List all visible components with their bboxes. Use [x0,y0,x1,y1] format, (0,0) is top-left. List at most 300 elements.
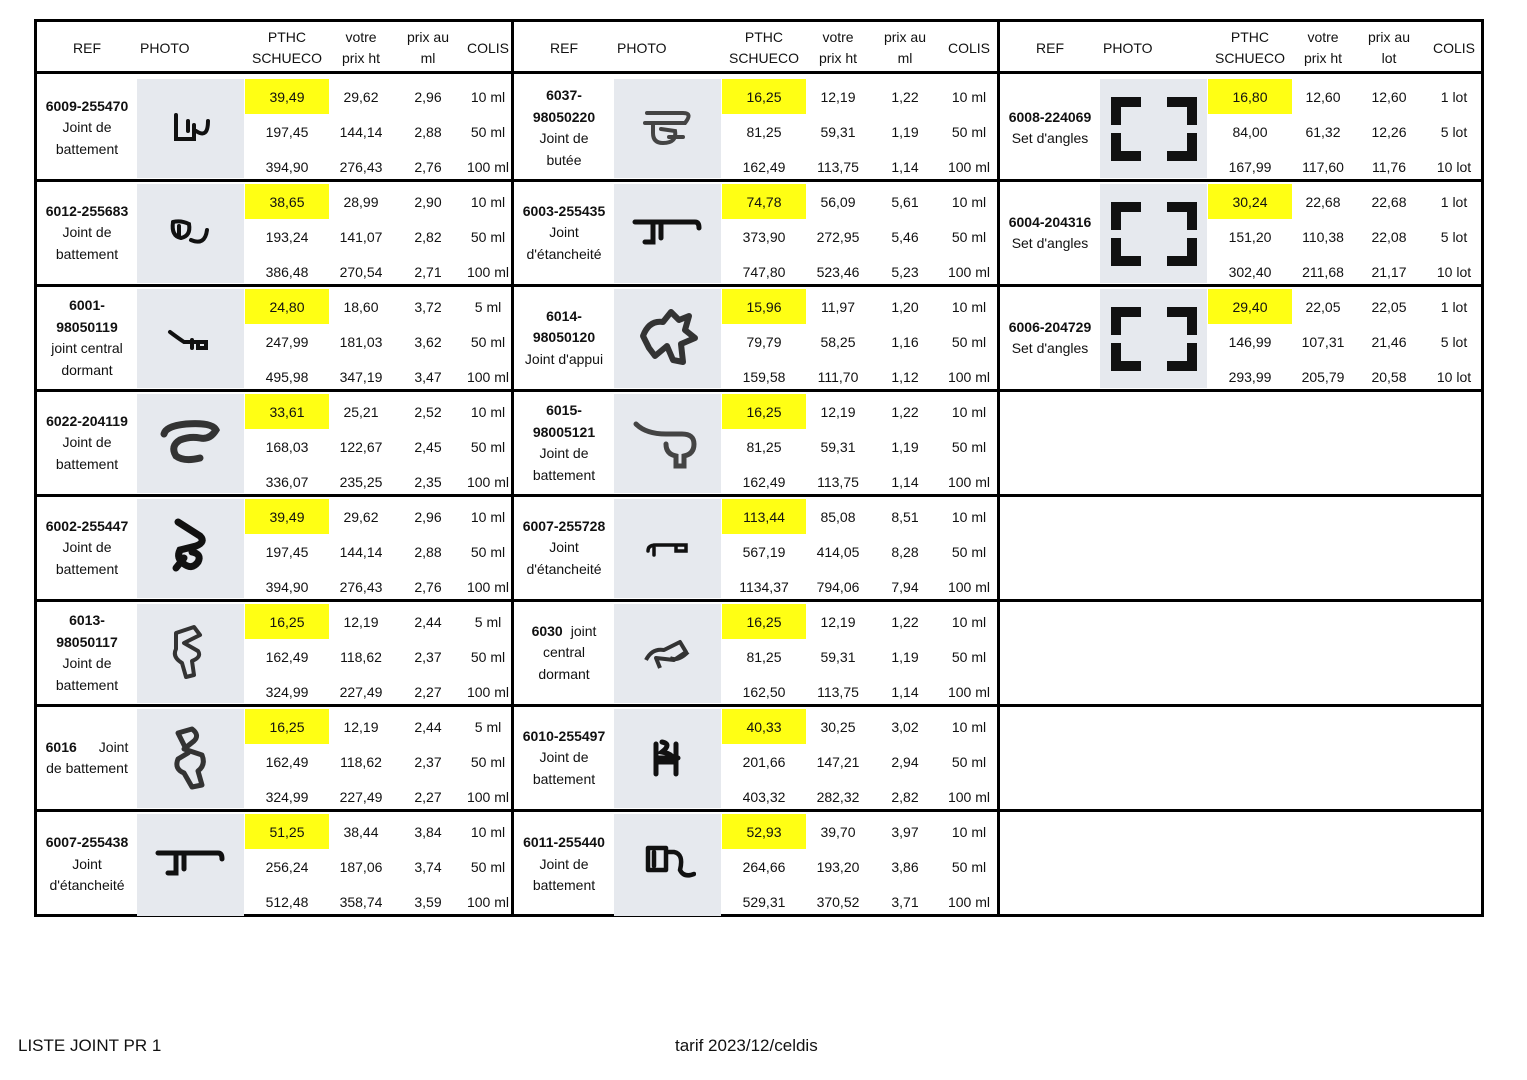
price-pthc: 264,66 [742,858,786,875]
ref-code: 6014- [546,307,582,324]
colis-qty: 100 ml [947,788,991,805]
colis-qty: 10 ml [951,508,987,525]
colis-qty: 10 lot [1436,368,1472,385]
price-votre: 38,44 [343,823,379,840]
colis-qty: 100 ml [466,158,510,175]
price-per-unit: 2,88 [414,543,442,560]
product-block [514,77,997,182]
ref-description: Set d'angles [1011,340,1089,356]
price-per-unit: 21,17 [1371,263,1407,280]
colis-qty: 10 ml [470,193,506,210]
header-ref: REF [1036,39,1064,56]
product-reference [1000,77,1100,179]
ref-description: dormant [538,665,590,682]
product-reference [514,392,614,494]
price-per-unit: 3,86 [891,858,919,875]
price-votre: 523,46 [816,263,860,280]
price-votre: 29,62 [343,508,379,525]
price-pthc: 151,20 [1228,228,1272,245]
price-pthc: 81,25 [746,438,782,455]
price-per-unit: 22,05 [1371,298,1407,315]
colis-qty: 50 ml [951,123,987,140]
price-per-unit: 2,88 [414,123,442,140]
product-block [37,392,511,497]
product-photo [1100,79,1207,178]
profile-seal-6 [166,723,216,795]
empty-block [1000,707,1481,812]
table-header [1000,22,1481,74]
product-block [514,812,997,917]
product-block [37,287,511,392]
price-per-unit: 3,72 [414,298,442,315]
price-per-unit: 20,58 [1371,368,1407,385]
ref-description-inline: joint [570,622,597,639]
price-pthc: 302,40 [1228,263,1272,280]
ref-description: Joint [549,224,579,241]
price-pthc: 84,00 [1232,123,1268,140]
price-pthc: 201,66 [742,753,786,770]
colis-qty: 100 ml [947,473,991,490]
ref-description: Joint de [539,749,589,766]
price-per-unit: 3,74 [414,858,442,875]
header-colis: COLIS [466,39,509,56]
ref-code: 6016 [45,738,77,755]
product-photo [614,814,721,916]
ref-code: 6037- [546,87,582,103]
price-votre: 22,68 [1305,193,1341,210]
colis-qty: 50 ml [470,543,506,560]
price-votre: 18,60 [343,298,379,315]
price-pthc: 162,49 [742,158,786,175]
corner-set-icon [1105,196,1203,272]
profile-seal-5 [166,619,216,689]
ref-code-line [46,201,129,223]
price-per-unit: 22,68 [1371,193,1407,210]
price-votre: 272,95 [816,228,860,245]
price-pthc: 39,49 [245,499,329,534]
product-photo [137,289,244,388]
product-photo [137,814,244,916]
colis-qty: 1 lot [1440,88,1468,105]
ref-code-line [69,295,105,317]
header-votre-prix-ht: votre prix ht [818,29,858,66]
product-block [514,392,997,497]
price-votre: 61,32 [1305,123,1341,140]
price-per-unit: 3,59 [414,893,442,910]
ref-code-line [533,422,595,444]
price-pthc: 30,24 [1208,184,1292,219]
product-photo [1100,289,1207,388]
product-block [514,602,997,707]
product-block [1000,77,1481,182]
price-per-unit: 2,27 [414,683,442,700]
price-per-unit: 3,71 [891,893,919,910]
ref-code-line [532,621,597,643]
ref-code-line [523,201,606,223]
price-per-unit: 2,71 [414,263,442,280]
product-block [1000,182,1481,287]
ref-code: 6007-255728 [522,517,606,534]
price-votre: 58,25 [820,333,856,350]
product-photo [614,289,721,388]
ref-code-line [523,832,605,854]
profile-seal-7 [648,734,688,784]
price-votre: 227,49 [339,788,383,805]
ref-description: Joint de [62,539,112,556]
product-photo [614,394,721,493]
colis-qty: 100 ml [466,578,510,595]
ref-description: battement [532,770,596,787]
price-votre: 118,62 [340,648,382,665]
price-per-unit: 12,26 [1371,123,1407,140]
product-photo [614,709,721,808]
colis-qty: 10 ml [951,718,987,735]
product-photo [137,709,244,808]
price-votre: 227,49 [339,683,383,700]
price-votre: 147,21 [816,753,860,770]
price-pthc: 512,48 [265,893,309,910]
product-reference [37,77,137,179]
colis-qty: 50 ml [951,333,987,350]
price-votre: 30,25 [820,718,856,735]
ref-description: d'étancheité [526,560,602,577]
ref-code-line [56,632,118,654]
header-ref: REF [73,39,101,56]
colis-qty: 50 ml [470,858,506,875]
colis-qty: 50 ml [470,123,506,140]
header-colis: COLIS [1432,39,1475,56]
price-votre: 59,31 [820,648,856,665]
colis-qty: 10 lot [1436,263,1472,280]
profile-stop [639,107,697,151]
product-photo [1100,184,1207,283]
ref-code: 98050117 [56,633,118,650]
price-per-unit: 2,44 [414,613,442,630]
price-per-unit: 2,45 [414,438,442,455]
price-pthc: 16,25 [245,709,329,744]
product-photo [614,604,721,703]
price-per-unit: 2,37 [414,753,442,770]
colis-qty: 1 lot [1440,193,1468,210]
colis-qty: 100 ml [947,578,991,595]
product-block [514,182,997,287]
price-votre: 59,31 [820,438,856,455]
price-per-unit: 2,94 [891,753,919,770]
product-reference [37,287,137,389]
colis-qty: 100 ml [466,473,510,490]
header-votre-prix-ht: votre prix ht [1303,29,1343,66]
ref-code: 6006-204729 [1008,318,1092,335]
ref-code: 6004-204316 [1008,213,1092,230]
colis-qty: 10 ml [951,613,987,630]
product-reference [37,707,137,809]
product-photo [614,79,721,178]
price-per-unit: 2,76 [414,158,442,175]
ref-code: 98050119 [56,318,118,335]
price-votre: 122,67 [339,438,383,455]
colis-qty: 100 ml [947,893,991,910]
ref-description: Joint de [62,655,112,671]
ref-code: 98005121 [532,423,596,440]
price-per-unit: 3,62 [414,333,442,350]
price-pthc: 16,25 [722,604,806,639]
price-votre: 270,54 [339,263,383,280]
colis-qty: 50 ml [951,753,987,770]
price-votre: 113,75 [817,683,859,700]
price-pthc: 16,80 [1208,79,1292,114]
price-pthc: 162,49 [265,753,309,770]
colis-qty: 50 ml [951,858,987,875]
colis-qty: 10 ml [951,88,987,105]
price-votre: 141,07 [339,228,383,245]
price-votre: 111,70 [817,368,859,385]
ref-code: 98050120 [532,329,596,346]
price-per-unit: 1,20 [891,298,919,315]
price-pthc: 197,45 [265,123,309,140]
price-pthc: 567,19 [742,543,786,560]
price-per-unit: 1,22 [891,613,919,630]
header-photo: PHOTO [617,39,667,56]
price-pthc: 197,45 [265,543,309,560]
price-per-unit: 2,52 [414,403,442,420]
ref-description: d'étancheité [526,245,602,262]
colis-qty: 10 ml [470,508,506,525]
product-reference [37,812,137,917]
price-votre: 12,19 [343,718,379,735]
product-photo [137,184,244,283]
ref-description: joint central [51,340,123,356]
price-per-unit: 2,76 [414,578,442,595]
price-votre: 110,38 [1302,228,1344,245]
ref-code: 6022-204119 [46,412,128,429]
price-per-unit: 11,76 [1372,158,1406,175]
price-pthc: 40,33 [722,709,806,744]
colis-qty: 10 ml [470,88,506,105]
ref-code: 6030 [531,622,563,639]
colis-qty: 100 ml [466,893,510,910]
price-pthc: 747,80 [742,263,786,280]
profile-seal-4 [166,514,216,584]
price-votre: 12,60 [1305,88,1341,105]
ref-description: Joint [549,539,579,556]
product-block [37,707,511,812]
colis-qty: 10 ml [951,193,987,210]
profile-seal-2 [165,214,217,254]
price-pthc: 16,25 [245,604,329,639]
price-votre: 113,75 [817,473,859,490]
price-pthc: 394,90 [265,578,309,595]
ref-code: 6007-255438 [45,834,129,851]
price-per-unit: 1,19 [891,648,919,665]
product-block [514,707,997,812]
price-votre: 276,43 [339,578,383,595]
colis-qty: 5 lot [1440,333,1468,350]
ref-code-line [1009,107,1092,129]
product-photo [614,499,721,598]
price-per-unit: 2,82 [414,228,442,245]
price-votre: 56,09 [820,193,856,210]
product-photo [137,499,244,598]
price-per-unit: 1,16 [891,333,919,350]
price-per-unit: 5,61 [891,193,919,210]
profile-seal-1 [166,109,216,149]
price-per-unit: 1,22 [891,403,919,420]
price-pthc: 24,80 [245,289,329,324]
price-per-unit: 3,84 [414,823,442,840]
profile-seal-8 [640,840,696,890]
price-votre: 59,31 [820,123,856,140]
price-votre: 187,06 [339,858,383,875]
price-per-unit: 1,14 [891,473,919,490]
ref-code: 6015- [546,402,582,418]
ref-description: Set d'angles [1011,130,1089,146]
ref-code-line [546,400,582,422]
price-per-unit: 1,22 [891,88,919,105]
price-votre: 144,14 [339,123,383,140]
ref-description: Joint [72,855,102,872]
product-reference [514,497,614,599]
price-per-unit: 2,82 [891,788,919,805]
price-pthc: 324,99 [265,788,309,805]
product-photo [137,604,244,703]
price-pthc: 51,25 [245,814,329,849]
price-per-unit: 8,28 [891,543,919,560]
price-pthc: 193,24 [265,228,309,245]
ref-code-line [1009,212,1092,234]
price-votre: 118,62 [340,753,382,770]
product-reference [1000,182,1100,284]
price-pthc: 29,40 [1208,289,1292,324]
colis-qty: 100 ml [466,263,510,280]
colis-qty: 50 ml [470,333,506,350]
colis-qty: 50 ml [470,753,506,770]
table-column-2 [511,19,997,917]
ref-code-line [46,516,129,538]
price-votre: 370,52 [816,893,860,910]
price-pthc: 39,49 [245,79,329,114]
ref-code-line [523,726,606,748]
ref-description: butée [546,151,582,168]
price-pthc: 386,48 [265,263,309,280]
header-prix-au-unit: prix au lot [1367,29,1411,66]
product-photo [614,184,721,283]
product-reference [514,182,614,284]
product-reference [514,77,614,179]
ref-code: 6003-255435 [522,202,606,219]
product-block [37,812,511,917]
product-reference [37,497,137,599]
price-per-unit: 3,02 [891,718,919,735]
ref-code-line [46,737,129,759]
product-block [514,497,997,602]
ref-description: central [542,644,586,661]
price-pthc: 162,49 [265,648,309,665]
price-per-unit: 5,46 [891,228,919,245]
price-pthc: 394,90 [265,158,309,175]
ref-description: Joint de [539,855,589,872]
colis-qty: 100 ml [947,263,991,280]
colis-qty: 10 ml [470,823,506,840]
price-pthc: 52,93 [722,814,806,849]
header-prix-au-unit: prix au ml [406,29,450,66]
colis-qty: 100 ml [466,683,510,700]
ref-code-line [523,516,606,538]
ref-description: battement [55,560,119,577]
price-per-unit: 1,12 [891,368,919,385]
profile-central [166,324,216,354]
ref-code-line [56,317,118,339]
product-block [37,77,511,182]
product-reference [1000,287,1100,389]
empty-block [1000,392,1481,497]
price-pthc: 162,50 [742,683,786,700]
price-pthc: 33,61 [245,394,329,429]
colis-qty: 100 ml [947,158,991,175]
price-pthc: 293,99 [1228,368,1272,385]
ref-description: dormant [61,361,113,378]
ref-code: 6008-224069 [1008,108,1092,125]
colis-qty: 10 ml [470,403,506,420]
price-pthc: 373,90 [742,228,786,245]
colis-qty: 5 ml [474,718,502,735]
price-per-unit: 3,47 [414,368,442,385]
ref-code: 6011-255440 [523,834,605,851]
table-column-1 [34,19,511,917]
price-votre: 28,99 [343,193,379,210]
price-votre: 11,97 [821,298,855,315]
header-ref: REF [550,39,578,56]
price-per-unit: 2,96 [414,88,442,105]
price-votre: 794,06 [816,578,860,595]
price-pthc: 146,99 [1228,333,1272,350]
ref-code: 98050220 [532,108,596,125]
colis-qty: 50 ml [470,438,506,455]
ref-description: Joint de [539,130,589,146]
ref-description: battement [55,676,119,693]
footer-tariff: tarif 2023/12/celdis [675,1036,818,1055]
price-pthc: 529,31 [742,893,786,910]
colis-qty: 10 ml [951,298,987,315]
ref-description-inline: Joint [98,738,129,755]
product-reference [37,182,137,284]
empty-block [1000,497,1481,602]
price-votre: 39,70 [820,823,856,840]
price-pthc: 81,25 [746,648,782,665]
price-per-unit: 5,23 [891,263,919,280]
empty-block [1000,602,1481,707]
price-votre: 282,32 [816,788,860,805]
colis-qty: 1 lot [1440,298,1468,315]
price-pthc: 403,32 [742,788,786,805]
profile-seal-3 [156,416,226,472]
profile-tseal [631,214,705,254]
table-column-3 [997,19,1484,917]
ref-description: battement [55,455,119,472]
product-block [37,182,511,287]
table-header [514,22,997,74]
price-pthc: 159,58 [742,368,786,385]
profile-bulb [632,418,704,470]
colis-qty: 50 ml [470,228,506,245]
price-pthc: 324,99 [265,683,309,700]
price-pthc: 247,99 [265,333,309,350]
profile-tseal [154,845,228,885]
product-reference [37,392,137,494]
table-header [37,22,511,74]
ref-description: battement [532,466,596,483]
ref-description: Joint de [62,434,112,451]
colis-qty: 5 ml [474,298,502,315]
